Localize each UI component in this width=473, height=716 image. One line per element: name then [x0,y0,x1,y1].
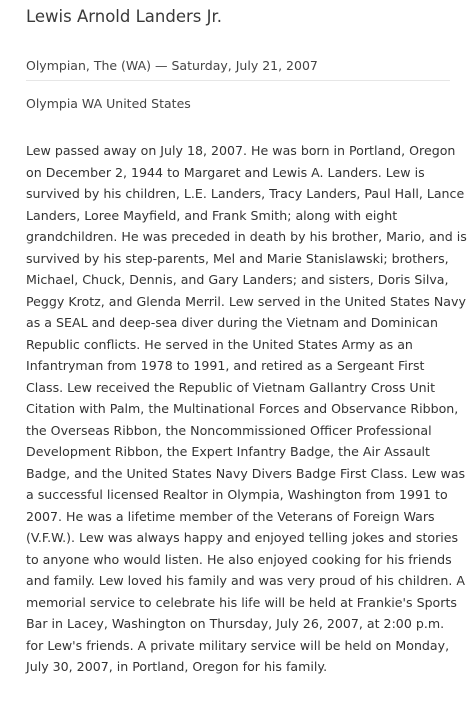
body-line: Bar in Lacey, Washington on Thursday, July 26, 2007, at 2:00 p.m. [26,616,445,631]
header-divider [26,80,450,81]
body-line: Republic conflicts. He served in the United States Army as an [26,336,413,352]
body-line: July 30, 2007, in Portland, Oregon for his family. [26,659,328,674]
body-line: Development Ribbon, the Expert Infantry Badge, the Air Assault [26,444,430,459]
body-line: Badge, and the United States Navy Divers Badge First Class. Lew was [26,465,466,481]
body-line: Landers, Loree Mayfield, and Frank Smith; along with eight [26,207,398,223]
body-line: as a SEAL and deep-sea diver during the Vietnam and Dominican [26,315,438,330]
body-line: (V.F.W.). Lew was always happy and enjoyed telling jokes and stories [26,530,459,545]
body-line: Peggy Krotz, and Glenda Merril. Lew served in the United States Navy [26,293,466,309]
body-line: survived by his children, L.E. Landers, Tracy Landers, Paul Hall, Lance [26,186,465,201]
body-line: and family. Lew loved his family and was very proud of his children. A [26,573,465,588]
body-line: 2007. He was a lifetime member of the Veterans of Foreign Wars [26,508,435,524]
body-line: Infantryman from 1978 to 1991, and retired as a Sergeant First [26,358,425,373]
body-line: Lew passed away on July 18, 2007. He was born in Portland, Oregon [26,143,456,158]
location-line: Olympia WA United States [26,96,191,111]
obituary-body [26,140,467,678]
body-line: survived by his step-parents, Mel and Marie Stanislawski; brothers, [26,250,449,266]
body-line: Class. Lew received the Republic of Vietnam Gallantry Cross Unit [26,379,436,395]
body-line: on December 2, 1944 to Margaret and Lewis A. Landers. Lew is [26,164,425,180]
body-line: to anyone who would listen. He also enjoyed cooking for his friends [26,551,452,567]
body-line: for Lew's friends. A private military service will be held on Monday, [26,637,450,653]
publication-source-line: Olympian, The (WA) — Saturday, July 21, 2007 [26,58,318,73]
body-line: memorial service to celebrate his life will be held at Frankie's Sports [26,594,457,610]
body-line: the Overseas Ribbon, the Noncommissioned Officer Professional [26,422,432,438]
body-line: Citation with Palm, the Multinational Forces and Observance Ribbon, [26,401,459,416]
body-line: Michael, Chuck, Dennis, and Gary Landers; and sisters, Doris Silva, [26,272,449,287]
obituary-title: Lewis Arnold Landers Jr. [26,7,223,26]
body-line: grandchildren. He was preceded in death by his brother, Mario, and is [26,229,467,244]
body-line: a successful licensed Realtor in Olympia, Washington from 1991 to [26,487,448,502]
